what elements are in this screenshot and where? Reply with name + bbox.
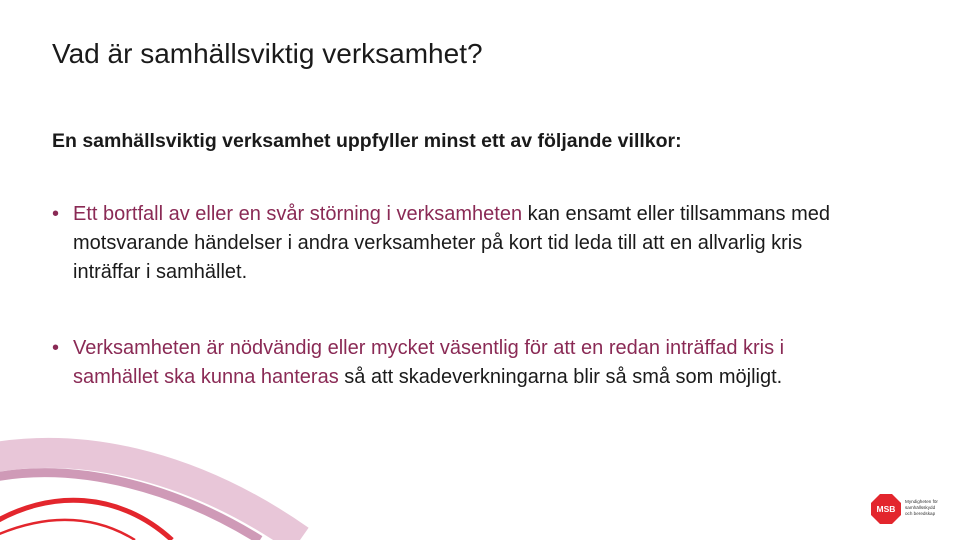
bullet-highlight-text: Ett bortfall av eller en svår störning i verksamheten — [73, 203, 523, 225]
bullet-dot: • — [52, 337, 60, 359]
decorative-swoosh — [0, 430, 400, 540]
bullet-dot: • — [52, 203, 60, 225]
msb-logo — [866, 492, 956, 534]
bullet-item — [52, 334, 852, 392]
bullet-highlight-text: Verksamheten är nödvändig eller mycket väsentlig för att en redan inträffad kris i samhället ska kunna hanteras — [73, 337, 785, 388]
slide-title: Vad är samhällsviktig verksamhet? — [52, 38, 483, 69]
logo-mark-text: MSB — [876, 504, 896, 514]
bullet-text: kan ensamt eller tillsammans med motsvarande händelser i andra verksamheter på kort tid leda till att en allvarlig kris inträffar i samhället. — [73, 203, 830, 283]
swoosh-pink-wide — [0, 453, 300, 540]
bullet-list — [52, 200, 852, 392]
bullet-text: så att skadeverkningarna blir så små som möjligt. — [338, 366, 783, 388]
swoosh-red-thin — [0, 520, 135, 540]
logo-text-line: Myndigheten för — [905, 499, 938, 504]
bullet-item — [52, 200, 852, 287]
logo-text-line: samhällsskydd — [905, 505, 936, 510]
intro-text: En samhällsviktig verksamhet uppfyller minst ett av följande villkor: — [52, 130, 682, 152]
logo-text-line: och beredskap — [905, 511, 936, 516]
